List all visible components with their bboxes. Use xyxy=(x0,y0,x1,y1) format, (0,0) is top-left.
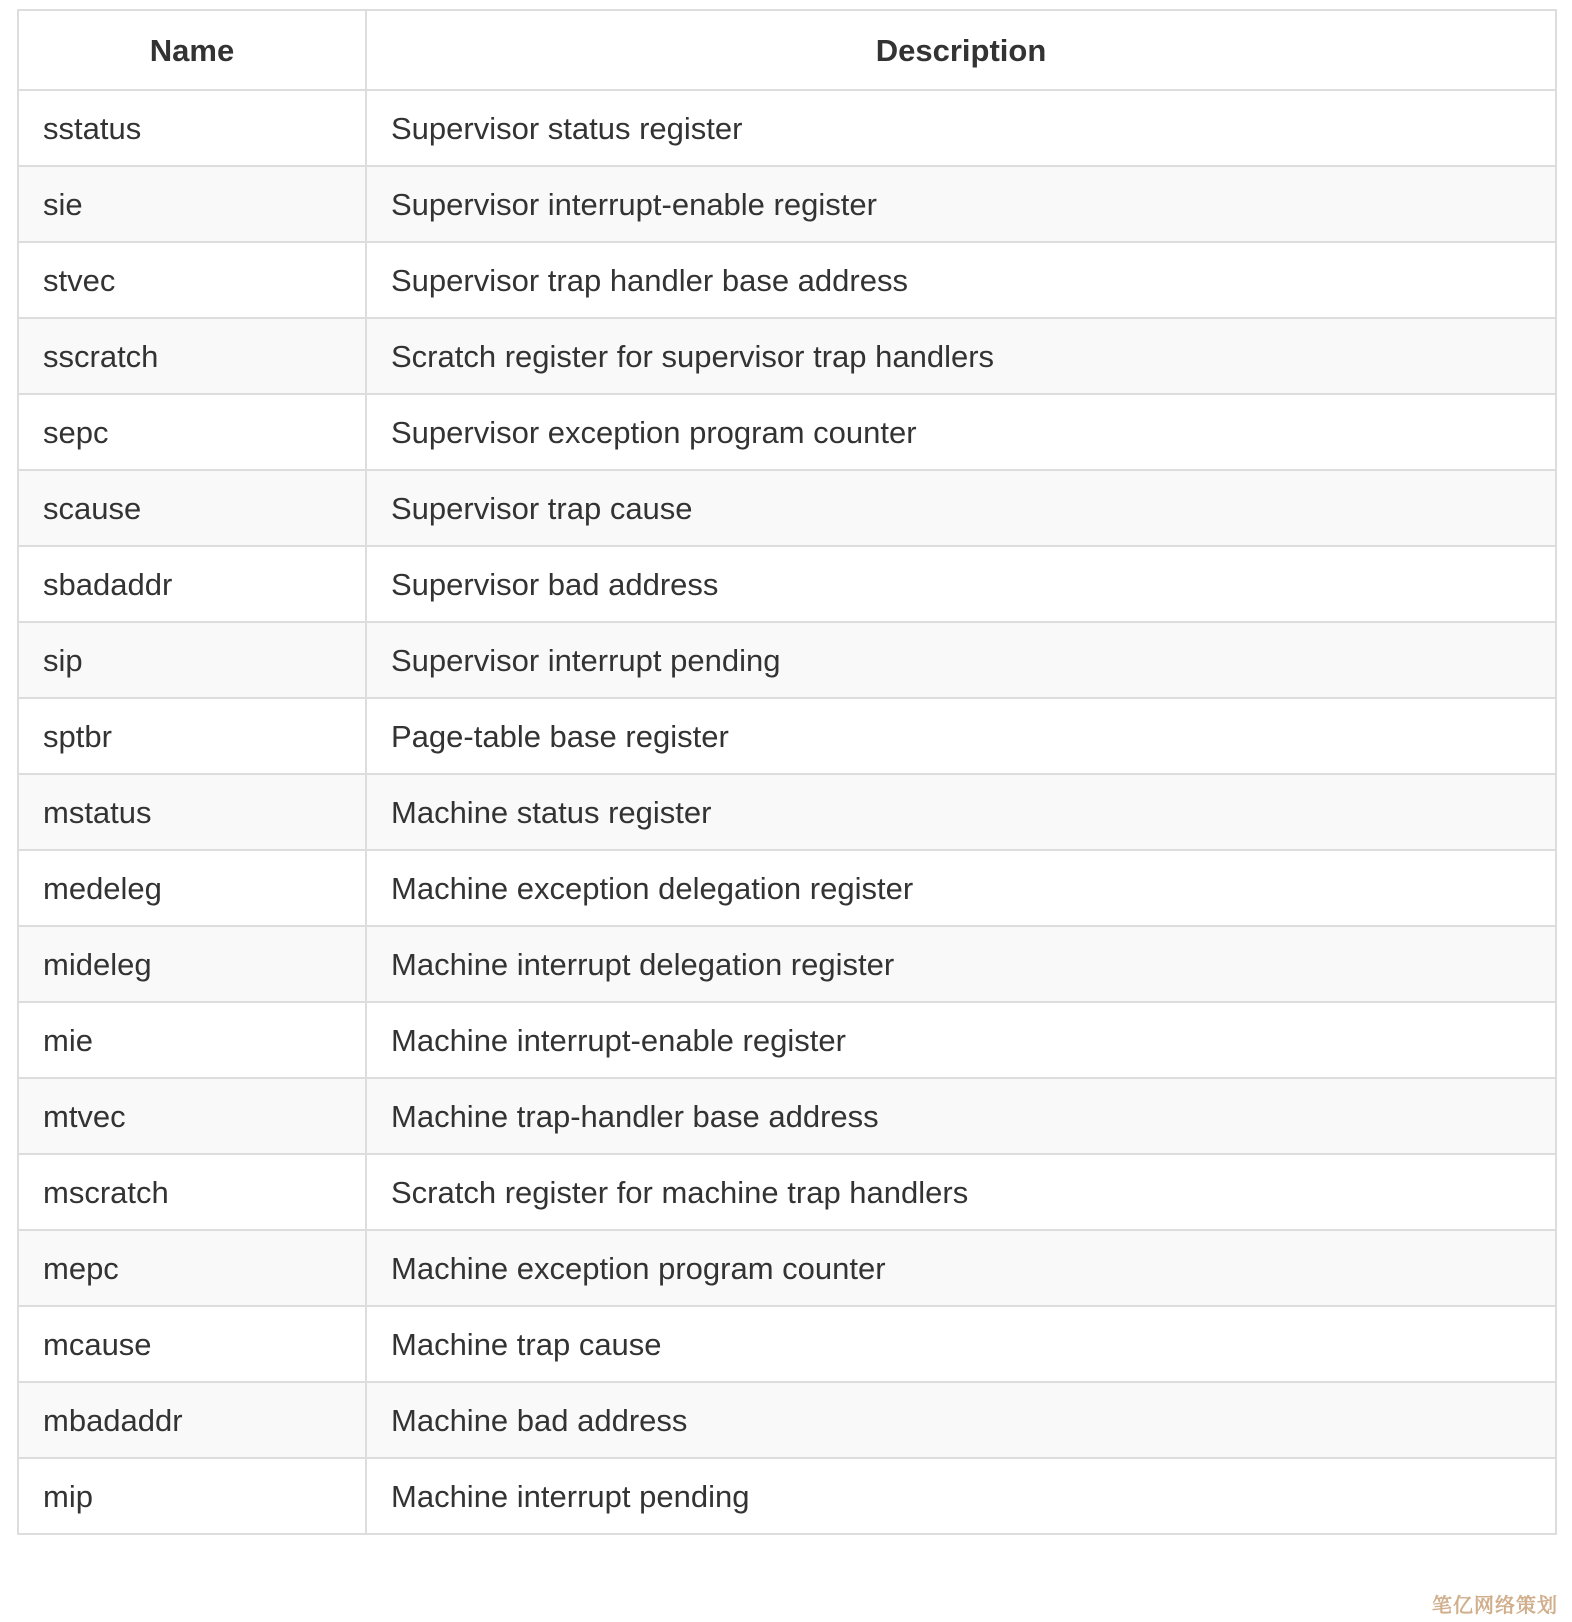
register-description-cell: Machine exception program counter xyxy=(366,1230,1556,1306)
register-name-cell: mscratch xyxy=(18,1154,366,1230)
table-body xyxy=(18,90,1556,1534)
table-row xyxy=(18,318,1556,394)
register-table xyxy=(17,9,1557,1535)
table-header xyxy=(18,10,1556,90)
table-row xyxy=(18,1230,1556,1306)
register-description-cell: Supervisor interrupt-enable register xyxy=(366,166,1556,242)
register-description-cell: Scratch register for supervisor trap handlers xyxy=(366,318,1556,394)
register-description-cell: Supervisor trap handler base address xyxy=(366,242,1556,318)
table-row xyxy=(18,926,1556,1002)
table-row xyxy=(18,394,1556,470)
table-row xyxy=(18,166,1556,242)
table-row xyxy=(18,698,1556,774)
table-row xyxy=(18,1306,1556,1382)
register-name-cell: mip xyxy=(18,1458,366,1534)
register-name-cell: sscratch xyxy=(18,318,366,394)
register-description-cell: Machine trap cause xyxy=(366,1306,1556,1382)
register-description-cell: Machine interrupt-enable register xyxy=(366,1002,1556,1078)
register-description-cell: Machine status register xyxy=(366,774,1556,850)
register-description-cell: Machine trap-handler base address xyxy=(366,1078,1556,1154)
table-row xyxy=(18,1154,1556,1230)
register-description-cell: Supervisor trap cause xyxy=(366,470,1556,546)
register-name-cell: sip xyxy=(18,622,366,698)
register-name-cell: scause xyxy=(18,470,366,546)
register-description-cell: Supervisor status register xyxy=(366,90,1556,166)
table-row xyxy=(18,774,1556,850)
register-name-cell: medeleg xyxy=(18,850,366,926)
register-name-cell: mepc xyxy=(18,1230,366,1306)
watermark-logo: 笔亿网络策划 xyxy=(1432,1595,1558,1617)
register-name-cell: sstatus xyxy=(18,90,366,166)
register-description-cell: Machine interrupt delegation register xyxy=(366,926,1556,1002)
register-name-cell: mie xyxy=(18,1002,366,1078)
register-description-cell: Supervisor bad address xyxy=(366,546,1556,622)
register-name-cell: stvec xyxy=(18,242,366,318)
register-table-container xyxy=(17,9,1555,1535)
register-description-cell: Supervisor exception program counter xyxy=(366,394,1556,470)
register-description-cell: Page-table base register xyxy=(366,698,1556,774)
register-name-cell: mtvec xyxy=(18,1078,366,1154)
table-row xyxy=(18,546,1556,622)
register-name-cell: sie xyxy=(18,166,366,242)
table-row xyxy=(18,470,1556,546)
register-name-cell: mideleg xyxy=(18,926,366,1002)
table-row xyxy=(18,1382,1556,1458)
table-row xyxy=(18,622,1556,698)
header-name: Name xyxy=(18,10,366,90)
header-description: Description xyxy=(366,10,1556,90)
header-row xyxy=(18,10,1556,90)
table-row xyxy=(18,1458,1556,1534)
register-name-cell: mcause xyxy=(18,1306,366,1382)
table-row xyxy=(18,1002,1556,1078)
register-description-cell: Machine interrupt pending xyxy=(366,1458,1556,1534)
register-name-cell: sptbr xyxy=(18,698,366,774)
register-description-cell: Machine bad address xyxy=(366,1382,1556,1458)
register-name-cell: mbadaddr xyxy=(18,1382,366,1458)
register-description-cell: Supervisor interrupt pending xyxy=(366,622,1556,698)
table-row xyxy=(18,850,1556,926)
register-description-cell: Scratch register for machine trap handlers xyxy=(366,1154,1556,1230)
table-row xyxy=(18,1078,1556,1154)
register-description-cell: Machine exception delegation register xyxy=(366,850,1556,926)
register-name-cell: mstatus xyxy=(18,774,366,850)
register-name-cell: sbadaddr xyxy=(18,546,366,622)
register-name-cell: sepc xyxy=(18,394,366,470)
table-row xyxy=(18,90,1556,166)
table-row xyxy=(18,242,1556,318)
